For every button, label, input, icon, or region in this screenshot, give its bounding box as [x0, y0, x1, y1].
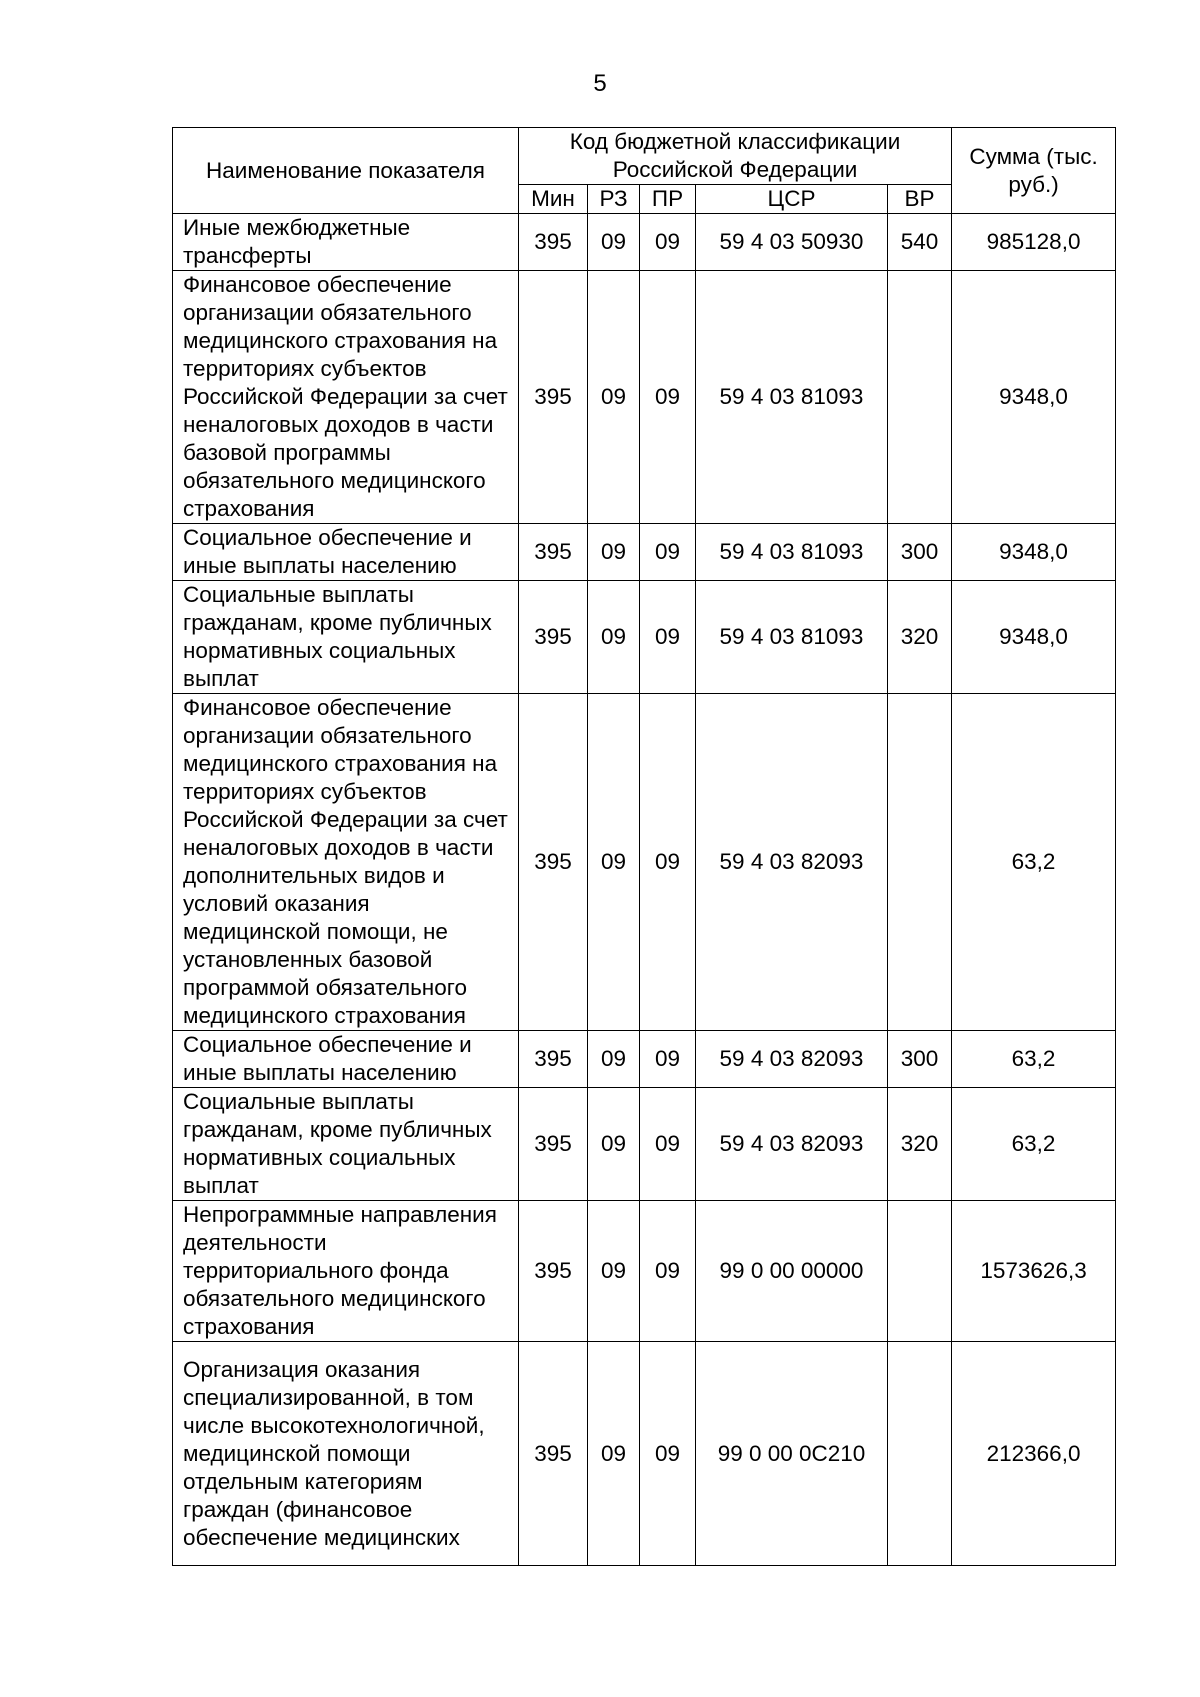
row-name: Организация оказания специализированной, в том числе высокотехнологичной, медицинской помощи отдельным категориям граждан (финансовое обеспечение медицинских [173, 1342, 519, 1566]
row-min: 395 [519, 271, 588, 524]
row-pr: 09 [640, 271, 696, 524]
row-pr: 09 [640, 581, 696, 694]
row-pr: 09 [640, 1088, 696, 1201]
row-sum: 9348,0 [952, 524, 1116, 581]
header-csr: ЦСР [696, 185, 888, 214]
header-code-group: Код бюджетной классификации Российской Федерации [519, 128, 952, 185]
row-name: Финансовое обеспечение организации обязательного медицинского страхования на территориях субъектов Российской Федерации за счет неналоговых доходов в части дополнительных видов и условий оказания медицинской помощи, не установленных базовой программой обязательного медицинского страхования [173, 694, 519, 1031]
row-sum: 9348,0 [952, 581, 1116, 694]
header-rz: РЗ [588, 185, 640, 214]
table-row [173, 1088, 1116, 1201]
row-min: 395 [519, 214, 588, 271]
row-min: 395 [519, 1031, 588, 1088]
row-name: Социальные выплаты гражданам, кроме публичных нормативных социальных выплат [173, 581, 519, 694]
row-pr: 09 [640, 694, 696, 1031]
header-min: Мин [519, 185, 588, 214]
row-vr: 320 [888, 1088, 952, 1201]
row-name: Социальное обеспечение и иные выплаты населению [173, 1031, 519, 1088]
row-sum: 63,2 [952, 1088, 1116, 1201]
row-rz: 09 [588, 1201, 640, 1342]
row-sum: 63,2 [952, 694, 1116, 1031]
row-pr: 09 [640, 1342, 696, 1566]
row-rz: 09 [588, 1031, 640, 1088]
header-name: Наименование показателя [173, 128, 519, 214]
row-min: 395 [519, 1088, 588, 1201]
row-name: Иные межбюджетные трансферты [173, 214, 519, 271]
row-rz: 09 [588, 694, 640, 1031]
row-csr: 59 4 03 82093 [696, 694, 888, 1031]
table-row [173, 694, 1116, 1031]
row-rz: 09 [588, 1088, 640, 1201]
table-row [173, 581, 1116, 694]
row-vr: 300 [888, 1031, 952, 1088]
row-min: 395 [519, 524, 588, 581]
row-pr: 09 [640, 1031, 696, 1088]
table-header [173, 128, 1116, 214]
table-row [173, 214, 1116, 271]
header-sum: Сумма (тыс. руб.) [952, 128, 1116, 214]
row-sum: 9348,0 [952, 271, 1116, 524]
row-name: Финансовое обеспечение организации обязательного медицинского страхования на территориях субъектов Российской Федерации за счет неналоговых доходов в части базовой программы обязательного медицинского страхования [173, 271, 519, 524]
page-number: 5 [593, 70, 607, 97]
row-csr: 59 4 03 82093 [696, 1088, 888, 1201]
header-row-top [173, 128, 1116, 185]
row-sum: 1573626,3 [952, 1201, 1116, 1342]
row-rz: 09 [588, 1342, 640, 1566]
row-sum: 63,2 [952, 1031, 1116, 1088]
budget-table [172, 127, 1116, 1566]
table-row [173, 1342, 1116, 1566]
row-csr: 59 4 03 81093 [696, 271, 888, 524]
row-name: Социальное обеспечение и иные выплаты населению [173, 524, 519, 581]
row-csr: 59 4 03 81093 [696, 524, 888, 581]
row-name: Социальные выплаты гражданам, кроме публичных нормативных социальных выплат [173, 1088, 519, 1201]
table-row [173, 271, 1116, 524]
row-csr: 59 4 03 81093 [696, 581, 888, 694]
row-vr [888, 1201, 952, 1342]
row-pr: 09 [640, 214, 696, 271]
row-sum: 985128,0 [952, 214, 1116, 271]
row-vr [888, 271, 952, 524]
row-csr: 59 4 03 82093 [696, 1031, 888, 1088]
table-row [173, 524, 1116, 581]
row-vr [888, 694, 952, 1031]
header-pr: ПР [640, 185, 696, 214]
table-row [173, 1031, 1116, 1088]
row-min: 395 [519, 581, 588, 694]
row-rz: 09 [588, 214, 640, 271]
row-rz: 09 [588, 271, 640, 524]
row-pr: 09 [640, 524, 696, 581]
row-vr: 320 [888, 581, 952, 694]
row-min: 395 [519, 694, 588, 1031]
row-pr: 09 [640, 1201, 696, 1342]
row-csr: 59 4 03 50930 [696, 214, 888, 271]
row-vr [888, 1342, 952, 1566]
row-min: 395 [519, 1201, 588, 1342]
row-rz: 09 [588, 524, 640, 581]
row-name: Непрограммные направления деятельности территориального фонда обязательного медицинского страхования [173, 1201, 519, 1342]
row-vr: 540 [888, 214, 952, 271]
row-min: 395 [519, 1342, 588, 1566]
row-vr: 300 [888, 524, 952, 581]
row-csr: 99 0 00 00000 [696, 1201, 888, 1342]
row-sum: 212366,0 [952, 1342, 1116, 1566]
row-rz: 09 [588, 581, 640, 694]
row-csr: 99 0 00 0С210 [696, 1342, 888, 1566]
header-vr: ВР [888, 185, 952, 214]
table-row [173, 1201, 1116, 1342]
table-body [173, 214, 1116, 1566]
